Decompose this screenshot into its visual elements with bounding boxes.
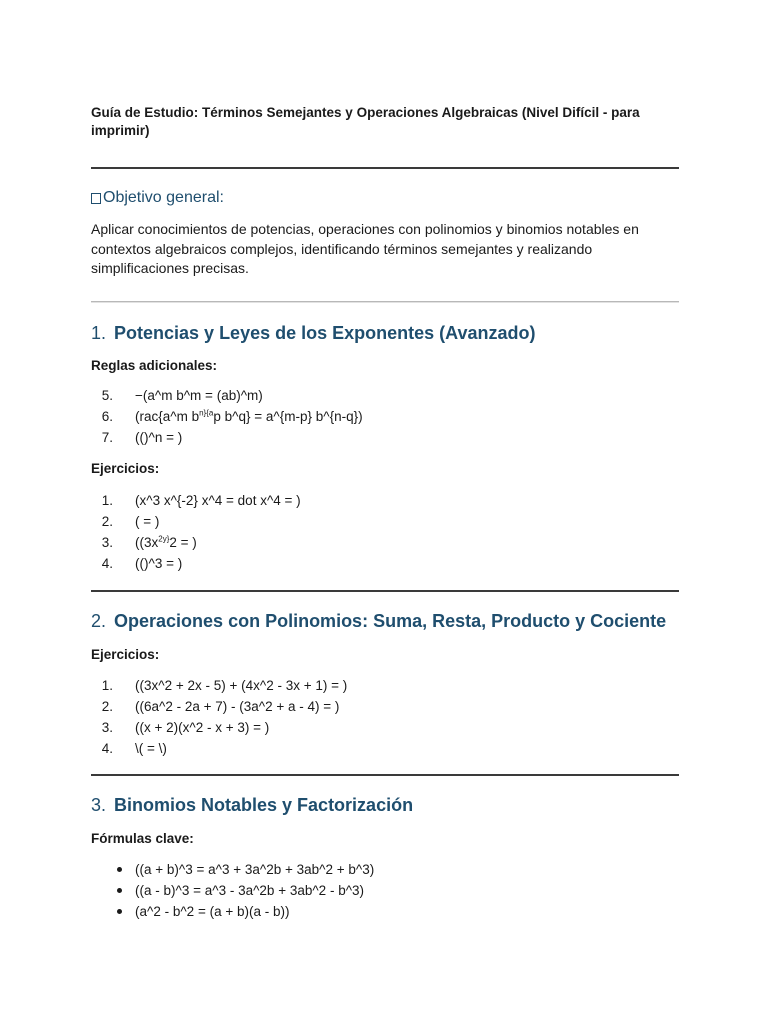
item-number: 1. bbox=[101, 493, 113, 508]
exercises-list bbox=[91, 490, 679, 574]
section-number: 3. bbox=[91, 795, 107, 815]
item-text: ( = ) bbox=[135, 514, 160, 529]
list-item bbox=[91, 490, 679, 511]
item-number: 4. bbox=[101, 556, 113, 571]
section-title: Binomios Notables y Factorización bbox=[114, 795, 414, 815]
rules-label: Reglas adicionales: bbox=[91, 358, 218, 373]
section-title: Potencias y Leyes de los Exponentes (Avanzado) bbox=[114, 323, 536, 343]
bullet-icon bbox=[113, 880, 135, 901]
objective-heading bbox=[91, 188, 679, 208]
item-number: 5. bbox=[101, 388, 113, 403]
section-number: 1. bbox=[91, 323, 107, 343]
list-item bbox=[91, 738, 679, 759]
section-heading bbox=[91, 794, 679, 816]
list-item bbox=[91, 880, 679, 901]
list-item bbox=[91, 532, 679, 553]
item-number: 2. bbox=[101, 699, 113, 714]
divider bbox=[91, 590, 679, 592]
objective-heading-text: Objetivo general: bbox=[103, 189, 224, 206]
divider bbox=[91, 167, 679, 169]
list-item bbox=[91, 859, 679, 880]
exercises-list bbox=[91, 675, 679, 759]
item-text: (x^3 x^{-2} x^4 = dot x^4 = ) bbox=[135, 493, 301, 508]
item-number: 6. bbox=[101, 409, 113, 424]
item-text: (rac{a^m $b^{n\}\{a}p$ b^q} = a^{m-p} b^{n-q}) bbox=[135, 408, 363, 424]
item-number: 2. bbox=[101, 514, 113, 529]
item-number: 1. bbox=[101, 678, 113, 693]
item-text: ((a - b)^3 = a^3 - 3a^2b + 3ab^2 - b^3) bbox=[135, 883, 365, 898]
item-text: (($3x^{2y\}}2$ = ) bbox=[135, 534, 197, 550]
formulas-list bbox=[91, 859, 679, 922]
section-heading bbox=[91, 322, 679, 344]
list-item bbox=[91, 675, 679, 696]
list-item bbox=[91, 696, 679, 717]
bullet-icon bbox=[113, 901, 135, 922]
formulas-label: Fórmulas clave: bbox=[91, 831, 194, 846]
list-item bbox=[91, 385, 679, 406]
list-item bbox=[91, 427, 679, 448]
item-text: \( = \) bbox=[135, 741, 167, 756]
exercises-label: Ejercicios: bbox=[91, 461, 160, 476]
list-item bbox=[91, 901, 679, 922]
item-number: 3. bbox=[101, 720, 113, 735]
item-text: (()^3 = ) bbox=[135, 556, 183, 571]
divider bbox=[91, 301, 679, 303]
bullet-icon bbox=[113, 859, 135, 880]
divider bbox=[91, 774, 679, 776]
list-item bbox=[91, 511, 679, 532]
list-item bbox=[91, 717, 679, 738]
list-item bbox=[91, 406, 679, 427]
item-text: ((3x^2 + 2x - 5) + (4x^2 - 3x + 1) = ) bbox=[135, 678, 348, 693]
objective-text: Aplicar conocimientos de potencias, operaciones con polinomios y binomios notables en contextos algebraicos complejos, identificando términos semejantes y realizando simplificaciones precisas. bbox=[91, 221, 639, 276]
item-text: (()^n = ) bbox=[135, 430, 183, 445]
document-title: Guía de Estudio: Términos Semejantes y Operaciones Algebraicas (Nivel Difícil - para imprimir) bbox=[91, 105, 640, 138]
target-icon bbox=[91, 193, 101, 204]
item-text: (a^2 - b^2 = (a + b)(a - b)) bbox=[135, 904, 290, 919]
item-text: ((6a^2 - 2a + 7) - (3a^2 + a - 4) = ) bbox=[135, 699, 340, 714]
item-number: 7. bbox=[101, 430, 113, 445]
item-text: −(a^m b^m = (ab)^m) bbox=[135, 388, 263, 403]
section-title: Operaciones con Polinomios: Suma, Resta, Producto y Cociente bbox=[114, 611, 667, 631]
item-text: ((a + b)^3 = a^3 + 3a^2b + 3ab^2 + b^3) bbox=[135, 862, 375, 877]
section-heading bbox=[91, 610, 679, 632]
item-text: ((x + 2)(x^2 - x + 3) = ) bbox=[135, 720, 270, 735]
item-number: 4. bbox=[101, 741, 113, 756]
list-item bbox=[91, 553, 679, 574]
section-number: 2. bbox=[91, 611, 107, 631]
exercises-label: Ejercicios: bbox=[91, 647, 160, 662]
rules-list bbox=[91, 385, 679, 448]
item-number: 3. bbox=[101, 535, 113, 550]
